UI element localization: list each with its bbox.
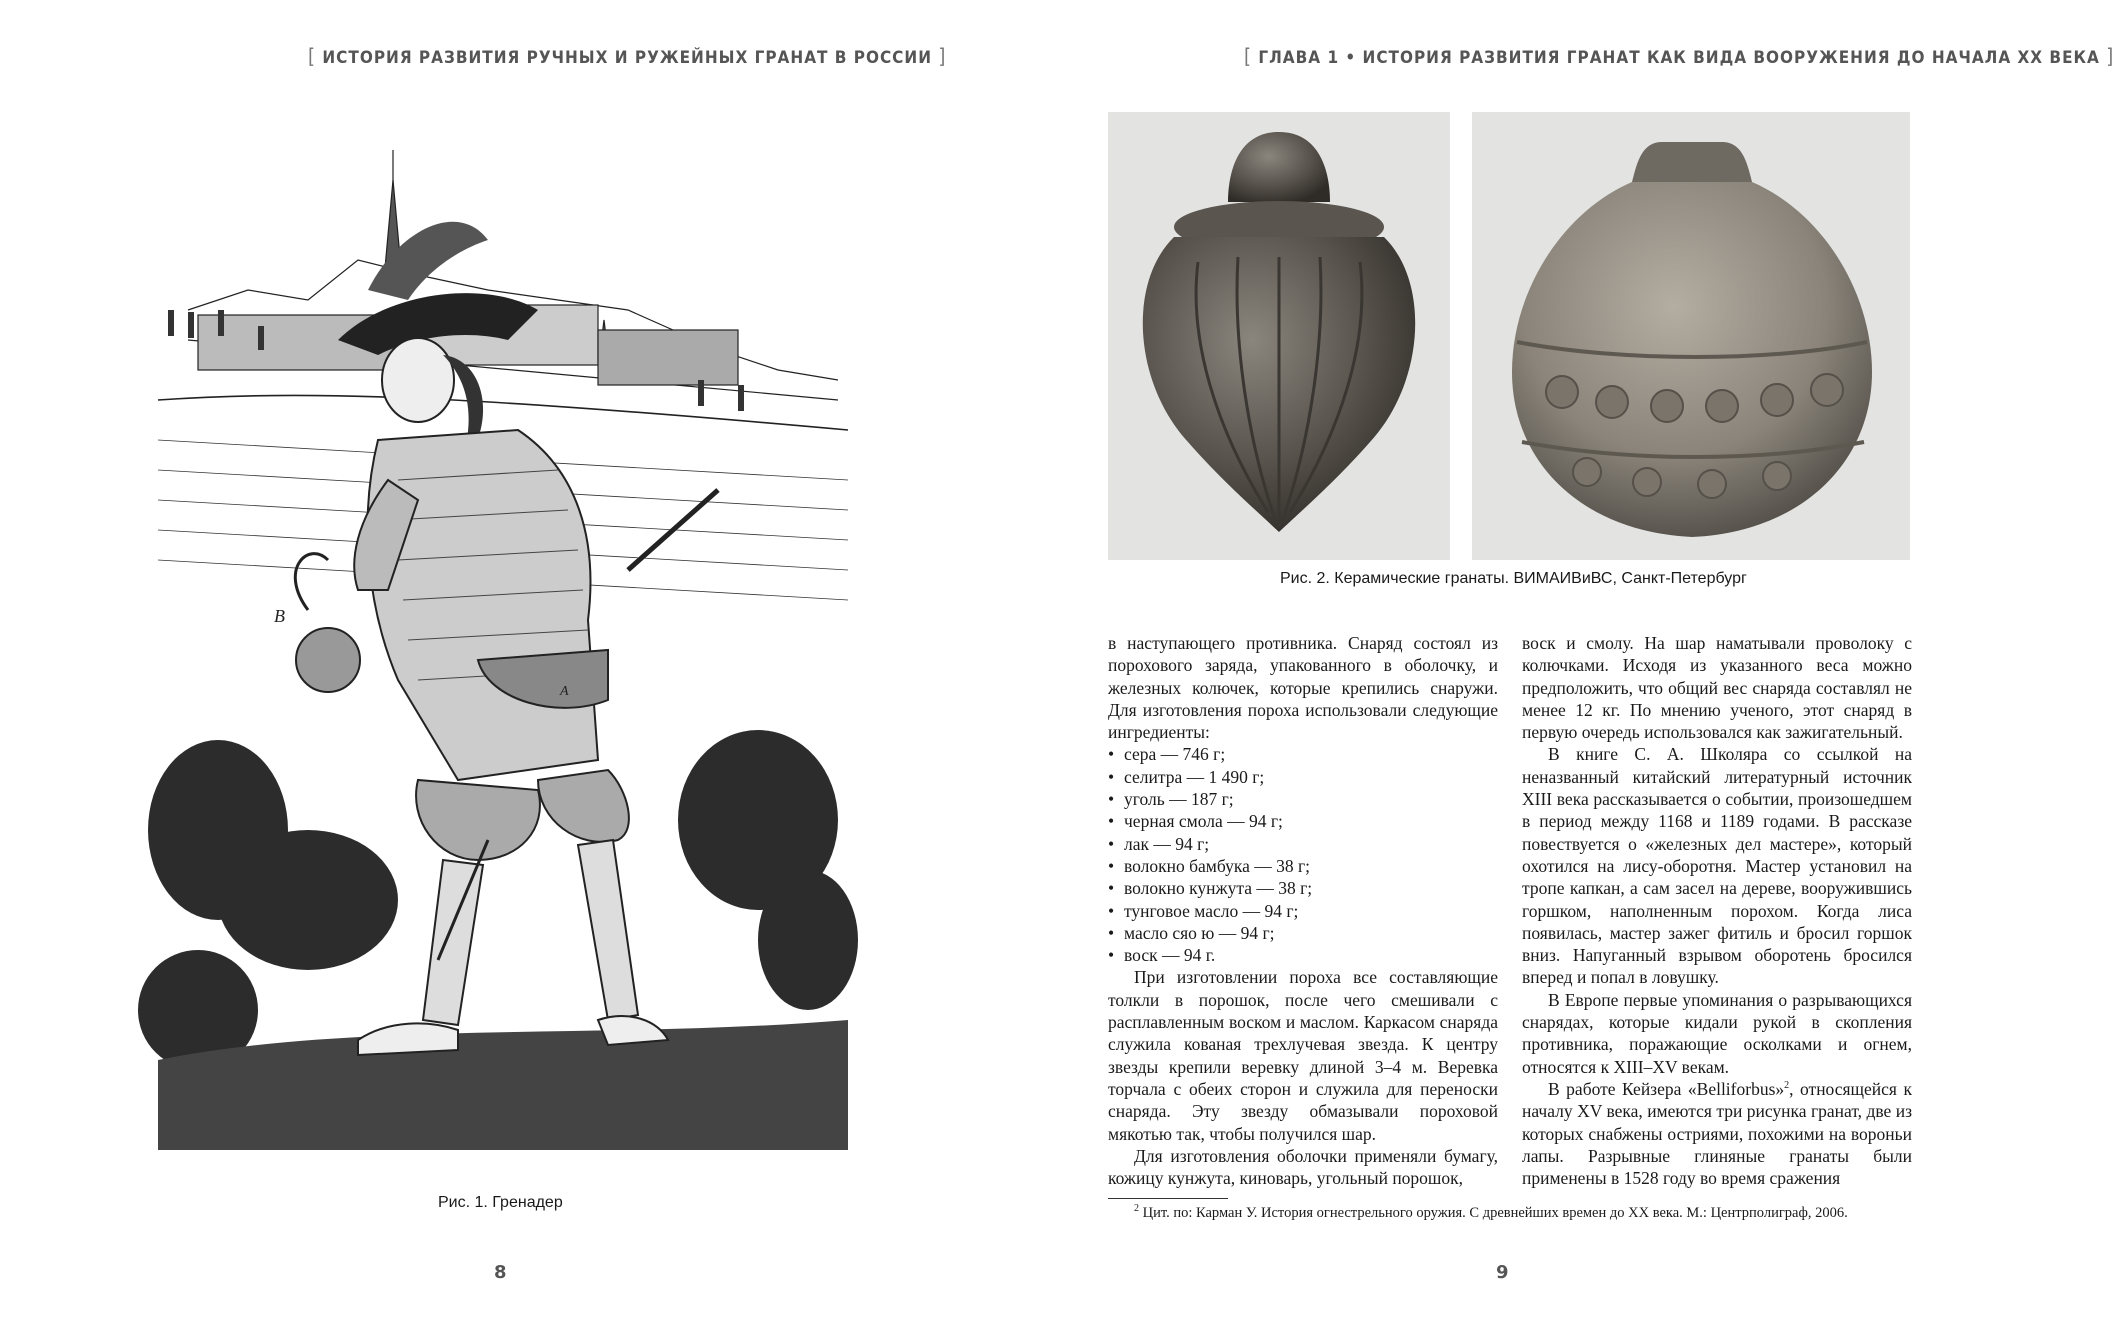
col2-paragraph-4-rest: , относящейся к началу XV века, имеются три рисунка гранат, две из которых снабжены остриями, похожими на вороньи лапы. Разрывные глиняные гранаты были применены в 1528 году во время сражения bbox=[1522, 1078, 1912, 1189]
col1-intro: в наступающего противника. Снаряд состоял из порохового заряда, упакованного в оболочку, и железных колючек, которые крепились снаружи. Для изготовления пороха использовали следующие ингредиенты: bbox=[1108, 633, 1498, 743]
list-item: • масло сяо ю — 94 г; bbox=[1108, 922, 1498, 944]
running-head-right bbox=[1244, 44, 2114, 68]
list-item: • уголь — 187 г; bbox=[1108, 788, 1498, 810]
col1-paragraph-3: Для изготовления оболочки применяли бумагу, кожицу кунжута, киноварь, угольный порошок, bbox=[1108, 1145, 1498, 1189]
bracket-open: [ bbox=[308, 44, 317, 68]
col2-paragraph-4-start: В работе Кейзера «Belliforbus» bbox=[1548, 1078, 1785, 1099]
left-page bbox=[0, 0, 1000, 1333]
running-head-right-text: ГЛАВА 1 • ИСТОРИЯ РАЗВИТИЯ ГРАНАТ КАК ВИДА ВООРУЖЕНИЯ ДО НАЧАЛА ХХ ВЕКА bbox=[1258, 48, 2100, 68]
figure-2-caption: Рис. 2. Керамические гранаты. ВИМАИВиВС, Санкт-Петербург bbox=[1280, 570, 1747, 587]
label-a: A bbox=[560, 684, 569, 699]
footnote-mark: 2 bbox=[1134, 1203, 1139, 1215]
list-item: • тунговое масло — 94 г; bbox=[1108, 900, 1498, 922]
list-item: • черная смола — 94 г; bbox=[1108, 810, 1498, 832]
ceramic-grenade-photo-2 bbox=[1472, 112, 1910, 560]
bracket-close: ] bbox=[2106, 44, 2114, 68]
list-item: • сера — 746 г; bbox=[1108, 743, 1498, 765]
ceramic-grenade-photo-1 bbox=[1108, 112, 1450, 560]
ingredients-list bbox=[1108, 743, 1498, 966]
col1-paragraph-2: При изготовлении пороха все составляющие толкли в порошок, после чего смешивали с расплавленным воском и маслом. Каркасом снаряда служила кованая трехлучевая звезда. К центру звезды крепили веревку длиной 3–4 м. Веревка торчала с обеих сторон и служила для переноски снаряда. Эту звезду обмазывали пороховой мякотью так, чтобы получился шар. bbox=[1108, 967, 1498, 1144]
label-b: B bbox=[274, 606, 285, 626]
bracket-open: [ bbox=[1244, 44, 1253, 68]
ceramic-grenade-2-illustration bbox=[1472, 112, 1910, 560]
col2-paragraph-2: В книге С. А. Школяра со ссылкой на неназванный китайский литературный источник XIII века рассказывается о событии, произошедшем в период между 1168 и 1189 годами. В рассказе повествуется о «железных дел мастере», который охотился на лису-оборотня. Мастер установил на тропе капкан, а сам засел на дереве, вооружившись горшком, наполненным порохом. Когда лиса появилась, мастер зажег фитиль и бросил горшок вниз. Напуганный взрывом оборотень бросился вперед и попал в ловушку. bbox=[1522, 744, 1912, 988]
list-item: • волокно бамбука — 38 г; bbox=[1108, 855, 1498, 877]
footnote bbox=[1134, 1205, 1914, 1222]
footnote-ref: 2 bbox=[1784, 1080, 1790, 1092]
col2-paragraph-4 bbox=[1522, 1078, 1912, 1189]
list-item: • селитра — 1 490 г; bbox=[1108, 766, 1498, 788]
body-column-1 bbox=[1108, 632, 1498, 1189]
col2-paragraph-1: воск и смолу. На шар наматывали проволоку с колючками. Исходя из указанного веса можно предположить, что общий вес снаряда составлял не менее 12 кг. По мнению ученого, этот снаряд в первую очередь использовался как зажигательный. bbox=[1522, 633, 1912, 743]
body-column-2 bbox=[1522, 632, 1912, 1189]
grenadier-engraving bbox=[158, 140, 848, 1150]
page-number-right: 9 bbox=[1496, 1262, 1509, 1283]
col2-paragraph-3: В Европе первые упоминания о разрывающихся снарядах, которые кидали рукой в скопления противника, поражающие осколками и огнем, относятся к XIII–XV векам. bbox=[1522, 989, 1912, 1077]
page-number-left: 8 bbox=[494, 1262, 507, 1283]
list-item: • волокно кунжута — 38 г; bbox=[1108, 877, 1498, 899]
figure-1-caption: Рис. 1. Гренадер bbox=[438, 1194, 563, 1211]
footnote-text: Цит. по: Карман У. История огнестрельного оружия. С древнейших времен до ХХ века. М.: Центрполиграф, 2006. bbox=[1142, 1205, 1848, 1221]
grenade-ball bbox=[296, 628, 360, 692]
footnote-rule bbox=[1108, 1198, 1228, 1199]
list-item: • лак — 94 г; bbox=[1108, 833, 1498, 855]
list-item: • воск — 94 г. bbox=[1108, 944, 1498, 966]
running-head-left bbox=[308, 44, 946, 68]
ceramic-grenade-1-illustration bbox=[1108, 112, 1450, 560]
bracket-close: ] bbox=[938, 44, 947, 68]
running-head-left-text: ИСТОРИЯ РАЗВИТИЯ РУЧНЫХ И РУЖЕЙНЫХ ГРАНАТ В РОССИИ bbox=[322, 48, 933, 68]
